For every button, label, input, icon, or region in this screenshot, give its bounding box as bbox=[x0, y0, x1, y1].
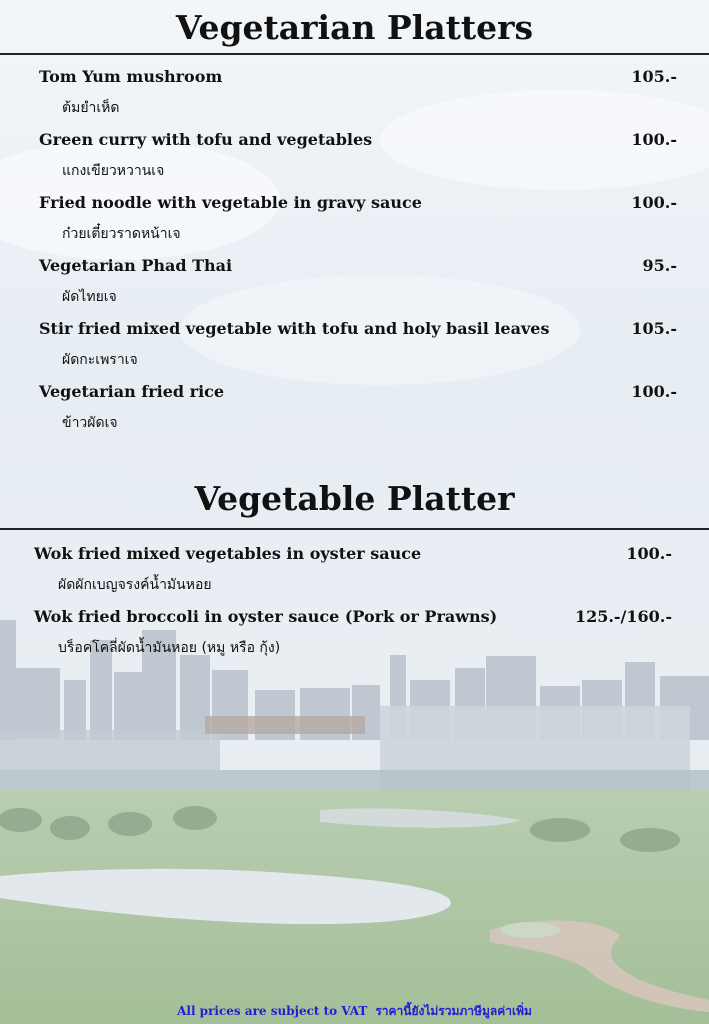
dish-name: Wok fried mixed vegetables in oyster sauce bbox=[34, 544, 422, 563]
dish-price: 95.- bbox=[642, 256, 677, 275]
menu-item bbox=[39, 67, 699, 127]
dish-price: 105.- bbox=[631, 67, 677, 86]
dish-name-thai: ข้าวผัดเจ bbox=[62, 415, 118, 431]
vat-notice-english: All prices are subject to VAT bbox=[177, 1004, 368, 1018]
menu-item bbox=[34, 544, 694, 604]
dish-price: 105.- bbox=[631, 319, 677, 338]
dish-price: 100.- bbox=[631, 193, 677, 212]
section-divider bbox=[0, 528, 709, 530]
section-title: Vegetable Platter bbox=[194, 479, 515, 518]
dish-name: Stir fried mixed vegetable with tofu and holy basil leaves bbox=[39, 319, 550, 338]
dish-price: 100.- bbox=[626, 544, 672, 563]
vat-notice-thai: ราคานี้ยังไม่รวมภาษีมูลค่าเพิ่ม bbox=[375, 1004, 532, 1018]
menu-item bbox=[39, 382, 699, 442]
dish-name: Wok fried broccoli in oyster sauce (Pork or Prawns) bbox=[34, 607, 498, 626]
dish-name-thai: ต้มยำเห็ด bbox=[62, 100, 120, 116]
menu-item bbox=[39, 319, 699, 379]
dish-name: Vegetarian fried rice bbox=[39, 382, 225, 401]
menu-item bbox=[39, 130, 699, 190]
dish-price: 125.-/160.- bbox=[574, 607, 672, 626]
menu-item bbox=[39, 256, 699, 316]
dish-name: Fried noodle with vegetable in gravy sauce bbox=[39, 193, 422, 212]
section-divider bbox=[0, 53, 709, 55]
dish-name-thai: ก๋วยเตี๋ยวราดหน้าเจ bbox=[62, 226, 181, 242]
dish-name-thai: บร็อคโคลี่ผัดน้ำมันหอย (หมู หรือ กุ้ง) bbox=[58, 640, 281, 656]
dish-name: Vegetarian Phad Thai bbox=[39, 256, 233, 275]
dish-name-thai: แกงเขียวหวานเจ bbox=[62, 163, 165, 179]
menu-item bbox=[34, 607, 694, 667]
vat-notice bbox=[0, 1002, 709, 1021]
dish-name: Tom Yum mushroom bbox=[39, 67, 223, 86]
dish-name-thai: ผัดผักเบญจรงค์น้ำมันหอย bbox=[58, 577, 212, 593]
section-title: Vegetarian Platters bbox=[175, 8, 534, 47]
dish-name-thai: ผัดไทยเจ bbox=[62, 289, 117, 305]
menu-item bbox=[39, 193, 699, 253]
dish-name-thai: ผัดกะเพราเจ bbox=[62, 352, 138, 368]
dish-price: 100.- bbox=[631, 382, 677, 401]
dish-price: 100.- bbox=[631, 130, 677, 149]
dish-name: Green curry with tofu and vegetables bbox=[39, 130, 373, 149]
